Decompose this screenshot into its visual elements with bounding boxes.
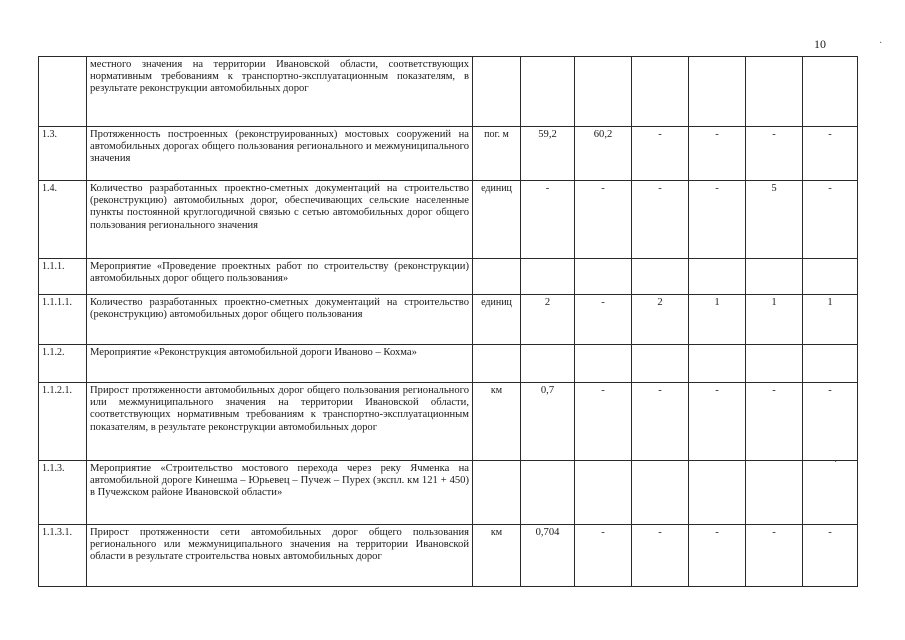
row-value [803,345,858,383]
row-value [746,259,803,295]
row-value: - [746,383,803,461]
table-row [39,127,858,181]
row-value [575,461,632,525]
row-value: - [632,127,689,181]
row-value [575,259,632,295]
row-value: - [746,127,803,181]
row-value [689,345,746,383]
row-value [803,57,858,127]
row-value: - [689,383,746,461]
row-number: 1.4. [39,181,87,259]
scan-mark: · [834,457,838,468]
table-row [39,57,858,127]
row-value [803,461,858,525]
row-value: - [746,525,803,587]
row-value [689,461,746,525]
table-row [39,345,858,383]
table-row [39,295,858,345]
row-value [632,259,689,295]
page-number: 10 [814,37,826,51]
row-value: 0,7 [521,383,575,461]
row-value: - [632,383,689,461]
row-description: Количество разработанных проектно-сметных документаций на строительство (реконструкцию) автомобильных дорог, обеспечивающих сельские населенные пункты постоянной круглогодичной связью с сетью автомобильных дорог общего пользования регионального значения [87,181,473,259]
row-value: 60,2 [575,127,632,181]
row-unit: км [473,383,521,461]
row-value: - [575,181,632,259]
row-value: - [803,383,858,461]
row-value [521,57,575,127]
row-unit [473,259,521,295]
row-value [575,345,632,383]
row-number: 1.1.1.1. [39,295,87,345]
row-value: - [632,525,689,587]
row-value [632,461,689,525]
row-value [746,345,803,383]
row-value: - [575,525,632,587]
row-number: 1.1.3.1. [39,525,87,587]
row-value: - [803,127,858,181]
row-unit: пог. м [473,127,521,181]
row-unit: км [473,525,521,587]
row-unit: единиц [473,295,521,345]
row-number: 1.1.3. [39,461,87,525]
row-value: 5 [746,181,803,259]
row-value: - [803,525,858,587]
row-number: 1.1.2.1. [39,383,87,461]
row-value: 1 [689,295,746,345]
row-number: 1.1.1. [39,259,87,295]
row-value [746,57,803,127]
row-number [39,57,87,127]
row-value [632,345,689,383]
row-description: местного значения на территории Ивановской области, соответствующих нормативным требованиям к транспортно-эксплуатационным показателям, в результате реконструкции автомобильных дорог [87,57,473,127]
row-value [521,259,575,295]
row-value: 1 [746,295,803,345]
indicators-table [38,56,858,587]
row-value: - [575,295,632,345]
row-value [521,345,575,383]
row-unit [473,461,521,525]
row-value [575,57,632,127]
row-description: Прирост протяженности автомобильных дорог общего пользования регионального или межмуниципального значения на территории Ивановской области, соответствующих нормативным требованиям к транспортно-эксплуатационным показателям, в результате реконструкции автомобильных дорог [87,383,473,461]
row-unit: единиц [473,181,521,259]
scan-mark: · [879,38,883,49]
row-description: Прирост протяженности сети автомобильных дорог общего пользования регионального или межмуниципального значения на территории Ивановской области в результате строительства новых автомобильных дорог [87,525,473,587]
row-value: 0,704 [521,525,575,587]
row-value: 1 [803,295,858,345]
table-row [39,461,858,525]
table-row [39,525,858,587]
row-value: 59,2 [521,127,575,181]
row-value: - [632,181,689,259]
row-value: - [803,181,858,259]
row-value: - [689,181,746,259]
row-value [746,461,803,525]
row-value [689,259,746,295]
row-value [521,461,575,525]
row-description: Протяженность построенных (реконструированных) мостовых сооружений на автомобильных дорогах общего пользования регионального и межмуниципального значения [87,127,473,181]
row-unit [473,345,521,383]
row-description: Мероприятие «Строительство мостового перехода через реку Ячменка на автомобильной дороге Кинешма – Юрьевец – Пучеж – Пурех (экспл. км 121 + 450) в Пучежском районе Ивановской области» [87,461,473,525]
table-row [39,259,858,295]
table-row [39,383,858,461]
row-unit [473,57,521,127]
row-value [632,57,689,127]
row-value: - [689,127,746,181]
row-value [803,259,858,295]
row-number: 1.1.2. [39,345,87,383]
table-row [39,181,858,259]
row-value: - [689,525,746,587]
row-description: Мероприятие «Проведение проектных работ по строительству (реконструкции) автомобильных дорог общего пользования» [87,259,473,295]
row-value: 2 [632,295,689,345]
row-value: 2 [521,295,575,345]
row-number: 1.3. [39,127,87,181]
row-value [689,57,746,127]
row-description: Мероприятие «Реконструкция автомобильной дороги Иваново – Кохма» [87,345,473,383]
row-value: - [575,383,632,461]
row-value: - [521,181,575,259]
row-description: Количество разработанных проектно-сметных документаций на строительство (реконструкцию) автомобильных дорог общего пользования [87,295,473,345]
